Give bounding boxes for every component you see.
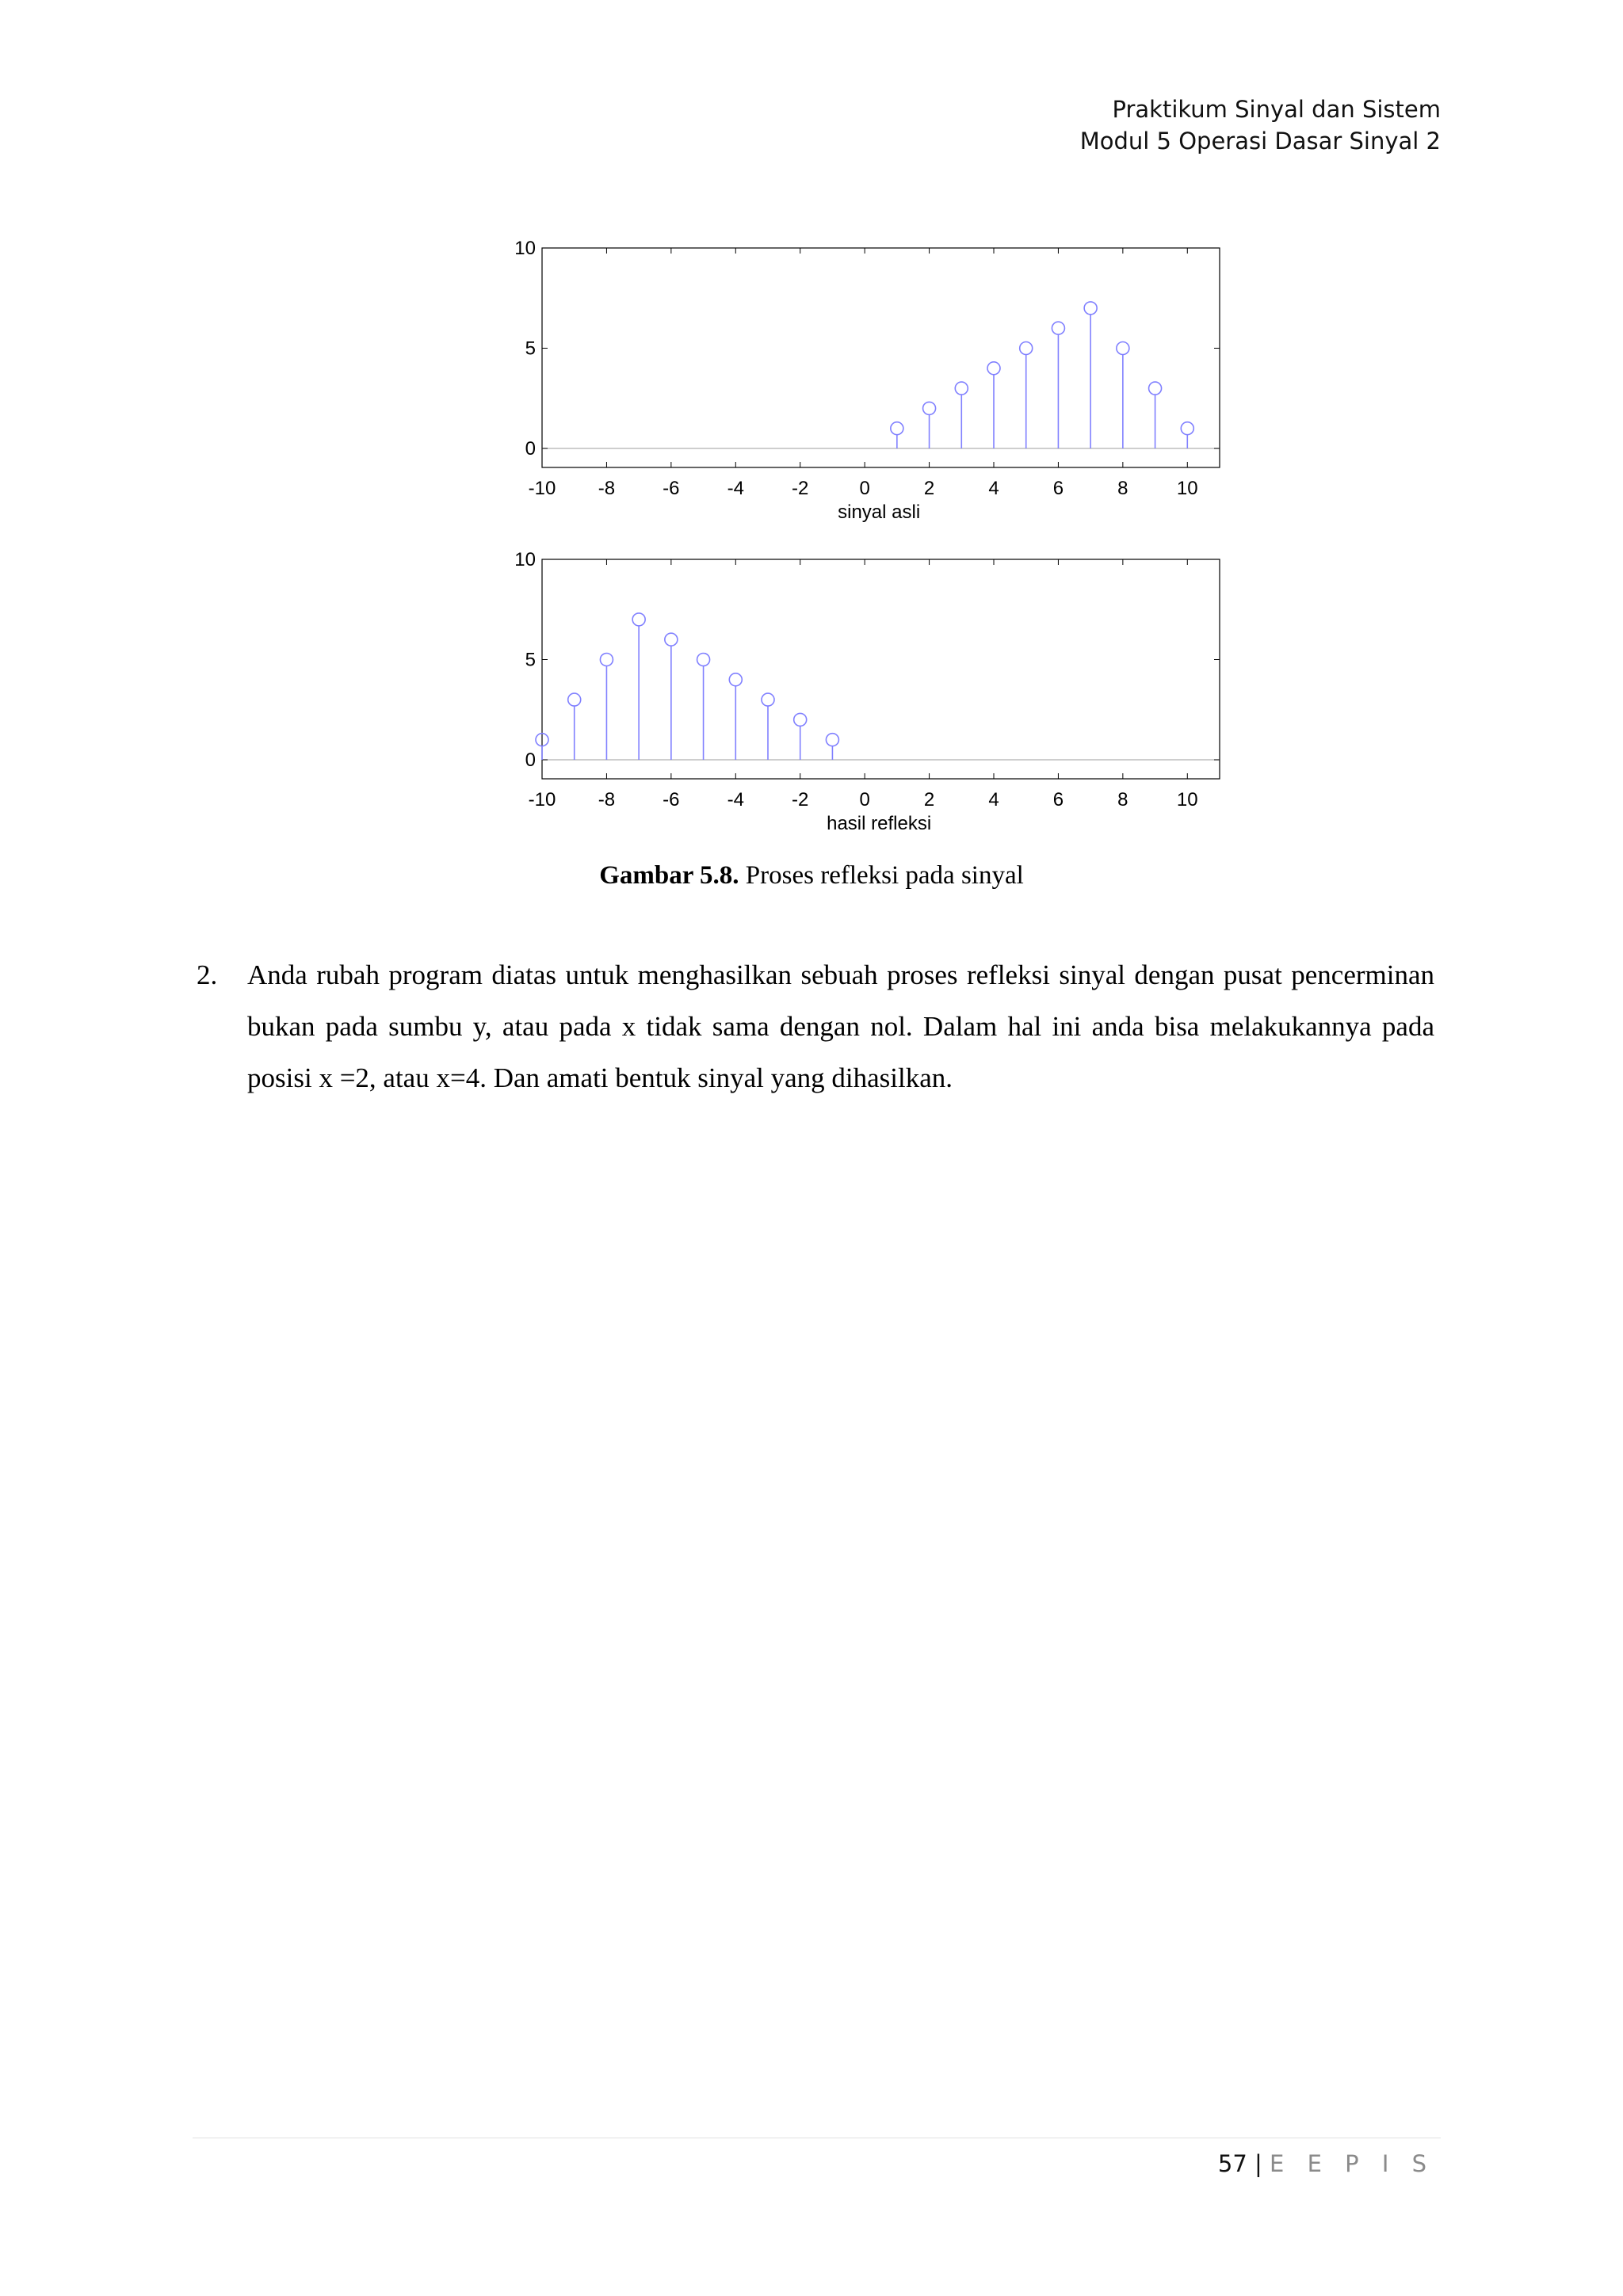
- plot2-xtick-label: 2: [923, 789, 935, 810]
- plot1-xtick-label: -8: [598, 478, 616, 499]
- plot2-stem-marker: [729, 673, 742, 686]
- stem-plots-svg: [507, 230, 1236, 848]
- item-text: Anda rubah program diatas untuk menghasilkan sebuah proses refleksi sinyal dengan pusat pencerminan bukan pada sumbu y, atau pada x tidak sama dengan nol. Dalam hal ini anda bisa melakukannya pada posisi x =2, atau x=4. Dan amati bentuk sinyal yang dihasilkan.: [247, 959, 1434, 1093]
- plot1-xtick-label: -6: [663, 478, 680, 499]
- plot2-xlabel: hasil refleksi: [827, 813, 932, 834]
- plot2-stem-marker: [826, 734, 838, 746]
- plot1-stem-marker: [1117, 342, 1129, 355]
- plot2-xtick-label: 4: [988, 789, 999, 810]
- plot2-xtick-label: -2: [792, 789, 809, 810]
- plot2-stem-marker: [568, 693, 581, 706]
- plot1-xtick-label: 10: [1176, 478, 1198, 499]
- plot1-xtick-label: -4: [727, 478, 744, 499]
- page-number: 57: [1217, 2150, 1247, 2177]
- footer-brand: E E P I S: [1270, 2150, 1434, 2177]
- plot1-stem-marker: [1181, 422, 1193, 435]
- plot2-xtick-label: -8: [598, 789, 616, 810]
- plot2-ytick-label: 0: [525, 749, 536, 771]
- plot1-xtick-label: -2: [792, 478, 809, 499]
- plot1-xtick-label: 6: [1052, 478, 1064, 499]
- plot1-xtick-label: -10: [528, 478, 556, 499]
- item-number: 2.: [197, 959, 218, 990]
- plot1-stem-marker: [987, 362, 1000, 375]
- plot2-stem-marker: [600, 654, 613, 666]
- plot2-xtick-label: 6: [1052, 789, 1064, 810]
- plot2-xtick-label: -6: [663, 789, 680, 810]
- plot1-stem-marker: [1020, 342, 1033, 355]
- plot1-xtick-label: 4: [988, 478, 999, 499]
- plot1-stem-marker: [955, 382, 968, 395]
- plot1-xtick-label: 0: [859, 478, 870, 499]
- header-module-title: Modul 5 Operasi Dasar Sinyal 2: [1079, 128, 1441, 154]
- plot1-stem-marker: [923, 402, 936, 414]
- plot2-ytick-label: 10: [514, 549, 536, 570]
- plot1-xlabel: sinyal asli: [838, 502, 921, 523]
- plot2-stem-marker: [632, 613, 645, 626]
- figure-caption: [0, 861, 1623, 891]
- plot1-stem-marker: [1052, 322, 1064, 334]
- plot1-xtick-label: 2: [923, 478, 935, 499]
- plot1-stem-marker: [1084, 302, 1097, 315]
- plot2-xtick-label: -10: [528, 789, 556, 810]
- plot1-xtick-label: 8: [1117, 478, 1128, 499]
- plot1-axes-frame: [542, 248, 1220, 467]
- header-course-title: Praktikum Sinyal dan Sistem: [1112, 96, 1441, 123]
- plot2-stem-marker: [665, 633, 678, 646]
- page-footer: [1218, 2150, 1434, 2177]
- plot2-xtick-label: 0: [859, 789, 870, 810]
- footer-separator: |: [1254, 2150, 1262, 2177]
- plot1-ytick-label: 5: [525, 338, 536, 360]
- plot2-stem-marker: [697, 654, 710, 666]
- running-header: [1080, 93, 1441, 157]
- plot1-stem-marker: [891, 422, 903, 435]
- plot2-xtick-label: -4: [727, 789, 744, 810]
- plot2-stem-marker: [762, 693, 774, 706]
- caption-text: Proses refleksi pada sinyal: [739, 861, 1024, 890]
- plot2-ytick-label: 5: [525, 649, 536, 671]
- plot1-ytick-label: 0: [525, 438, 536, 460]
- plot2-axes-frame: [542, 559, 1220, 779]
- numbered-item: [197, 949, 1434, 1104]
- plot2-xtick-label: 8: [1117, 789, 1128, 810]
- plot2-stem-marker: [794, 713, 807, 726]
- figure-stem-plots: [507, 230, 1236, 848]
- plot2-xtick-label: 10: [1176, 789, 1198, 810]
- plot1-stem-marker: [1149, 382, 1162, 395]
- caption-label: Gambar 5.8.: [599, 861, 739, 890]
- plot1-ytick-label: 10: [514, 238, 536, 259]
